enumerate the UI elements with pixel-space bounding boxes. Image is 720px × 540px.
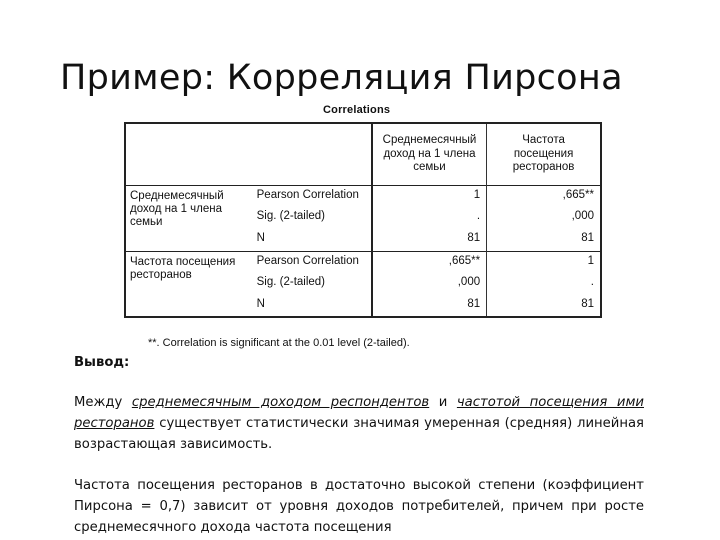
stat-label: Sig. (2-tailed) bbox=[253, 207, 372, 229]
conclusion-paragraph-2: Частота посещения ресторанов в достаточно высокой степени (коэффициент Пирсона = 0,7) зависит от уровня доходов потребителей, причем при росте среднемесячного дохода частота посещения bbox=[74, 478, 644, 535]
correlations-table bbox=[124, 122, 602, 318]
column-header-frequency: Частота посещения ресторанов bbox=[487, 123, 601, 185]
cell-value: ,000 bbox=[372, 273, 487, 295]
text-fragment: и bbox=[429, 395, 457, 410]
header-corner bbox=[125, 123, 372, 185]
cell-value: 81 bbox=[487, 295, 601, 317]
column-header-income: Среднемесячный доход на 1 члена семьи bbox=[372, 123, 487, 185]
stat-label: N bbox=[253, 295, 372, 317]
conclusion-label: Вывод: bbox=[74, 355, 130, 370]
emphasis-frequency: частотой посещения ими ресторанов bbox=[74, 395, 644, 431]
emphasis-income: среднемесячным доходом респондентов bbox=[131, 395, 430, 410]
stat-label: Sig. (2-tailed) bbox=[253, 273, 372, 295]
conclusion-paragraph-1 bbox=[74, 392, 644, 455]
conclusion-block bbox=[74, 355, 644, 540]
cell-value: ,665** bbox=[372, 251, 487, 273]
text-fragment: существует статистически значимая умеренная (средняя) линейная возрастающая зависимость. bbox=[74, 416, 644, 452]
table-footnote: **. Correlation is significant at the 0.01 level (2-tailed). bbox=[148, 337, 410, 349]
cell-value: ,665** bbox=[487, 185, 601, 207]
cell-value: . bbox=[487, 273, 601, 295]
stat-label: Pearson Correlation bbox=[253, 185, 372, 207]
cell-value: 1 bbox=[487, 251, 601, 273]
cell-value: 81 bbox=[487, 229, 601, 251]
row-variable-income: Среднемесячный доход на 1 члена семьи bbox=[125, 185, 253, 251]
cell-value: . bbox=[372, 207, 487, 229]
slide-title: Пример: Корреляция Пирсона bbox=[60, 58, 623, 98]
table-caption: Correlations bbox=[323, 104, 391, 116]
spss-correlations-output bbox=[118, 104, 608, 354]
table-row bbox=[125, 251, 601, 273]
table-header-row bbox=[125, 123, 601, 185]
cell-value: 1 bbox=[372, 185, 487, 207]
cell-value: 81 bbox=[372, 295, 487, 317]
stat-label: N bbox=[253, 229, 372, 251]
cell-value: 81 bbox=[372, 229, 487, 251]
cell-value: ,000 bbox=[487, 207, 601, 229]
text-fragment: Между bbox=[74, 395, 132, 410]
table-row bbox=[125, 185, 601, 207]
row-variable-frequency: Частота посещения ресторанов bbox=[125, 251, 253, 317]
stat-label: Pearson Correlation bbox=[253, 251, 372, 273]
